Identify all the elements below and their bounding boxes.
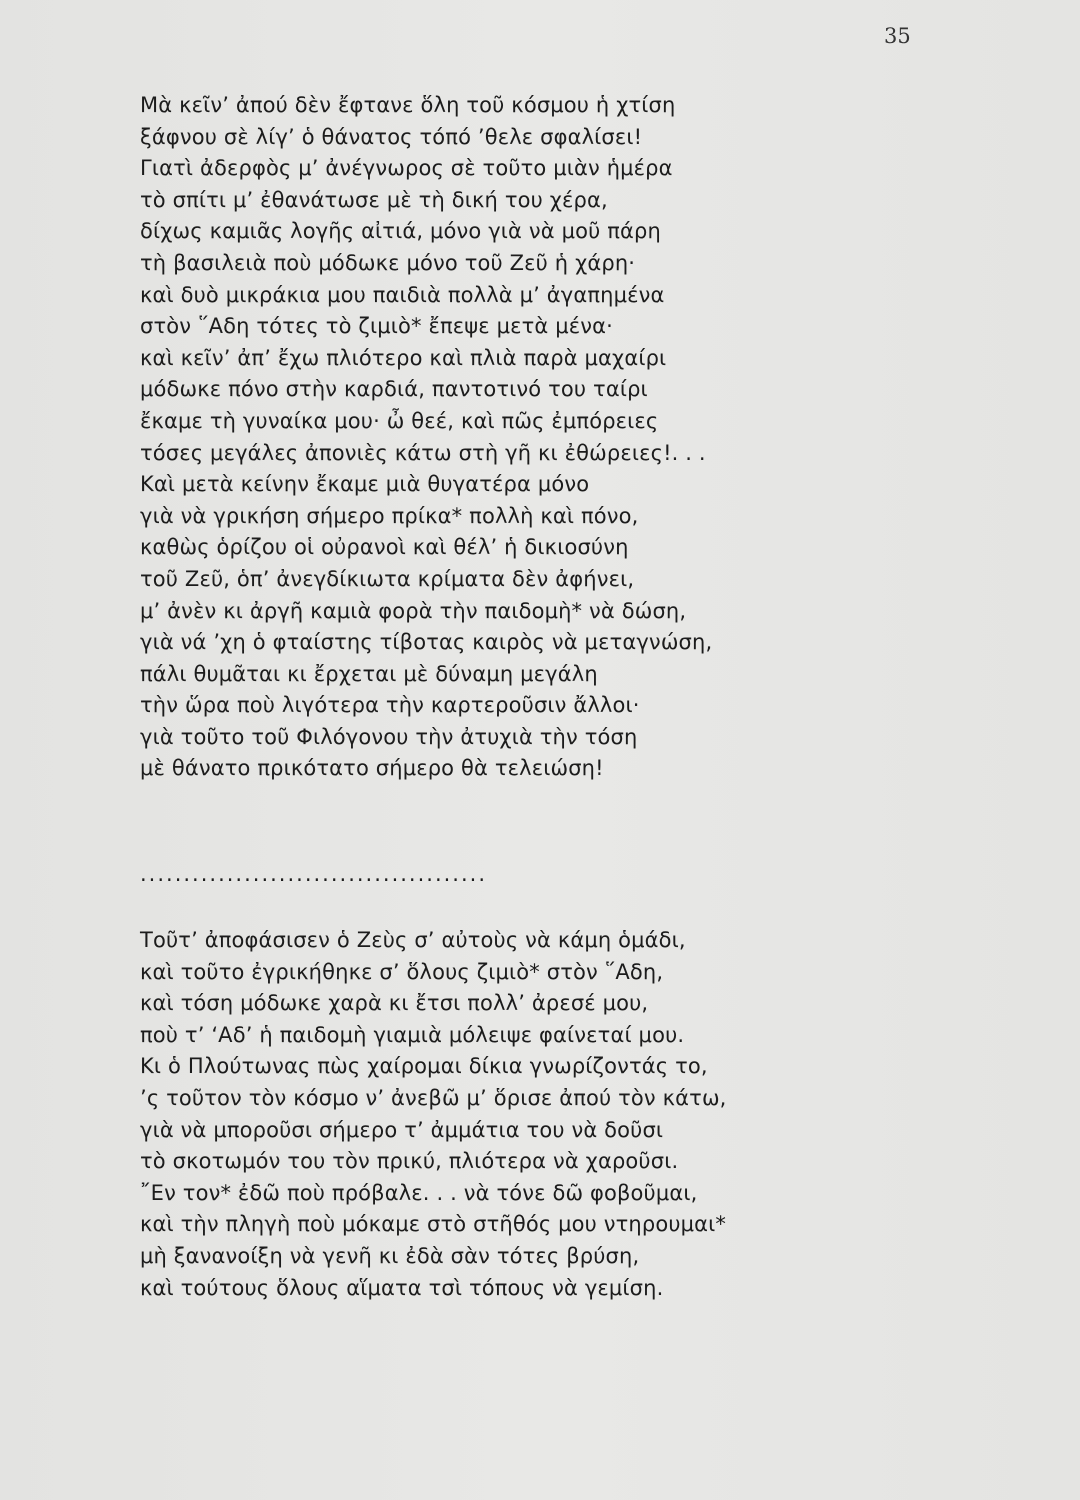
verse-line: καὶ δυὸ μικράκια μου παιδιὰ πολλὰ μ’ ἀγαπημένα xyxy=(140,282,665,307)
verse-line: καθὼς ὁρίζου οἱ οὐρανοὶ καὶ θέλ’ ἡ δικιοσύνη xyxy=(140,535,629,560)
section-separator: ........................................ xyxy=(140,862,488,886)
verse-line: ἔκαμε τὴ γυναίκα μου· ὦ θεέ, καὶ πῶς ἐμπόρειες xyxy=(140,408,659,433)
stanza-1 xyxy=(140,90,1000,785)
verse-line: γιὰ νὰ γρικήση σήμερο πρίκα* πολλὴ καὶ πόνο, xyxy=(140,503,639,528)
verse-line: ’ς τοῦτον τὸν κόσμο ν’ ἀνεβῶ μ’ ὅρισε ἀπού τὸν κάτω, xyxy=(140,1085,727,1110)
verse-line: ποὺ τ’ ‘Αδ’ ἡ παιδομὴ γιαμιὰ μόλειψε φαίνεταί μου. xyxy=(140,1022,685,1047)
page-number: 35 xyxy=(884,24,911,48)
verse-line: τόσες μεγάλες ἀπονιὲς κάτω στὴ γῆ κι ἐθώρειες!. . . xyxy=(140,440,706,465)
verse-line: τὸ σπίτι μ’ ἐθανάτωσε μὲ τὴ δική του χέρα, xyxy=(140,187,608,212)
verse-line: ξάφνου σὲ λίγ’ ὁ θάνατος τόπό ’θελε σφαλίσει! xyxy=(140,124,643,149)
verse-line: πάλι θυμᾶται κι ἔρχεται μὲ δύναμη μεγάλη xyxy=(140,661,598,686)
verse-line: Μὰ κεῖν’ ἀπού δὲν ἔφτανε ὅλη τοῦ κόσμου ἡ χτίση xyxy=(140,93,676,117)
verse-line: καὶ τὴν πληγὴ ποὺ μόκαμε στὸ στῆθός μου ντηρουμαι* xyxy=(140,1212,727,1237)
verse-line: Γιατὶ ἀδερφὸς μ’ ἀνέγνωρος σὲ τοῦτο μιὰν ἡμέρα xyxy=(140,156,673,181)
verse-line: καὶ τούτους ὅλους αἵματα τσὶ τόπους νὰ γεμίση. xyxy=(140,1275,664,1300)
verse-line: μ’ ἀνὲν κι ἀργῆ καμιὰ φορὰ τὴν παιδομὴ* νὰ δώση, xyxy=(140,598,687,623)
verse-line: γιὰ νά ’χη ὁ φταίστης τίβοτας καιρὸς νὰ μεταγνώση, xyxy=(140,630,713,655)
verse-line: τὴ βασιλειὰ ποὺ μόδωκε μόνο τοῦ Ζεῦ ἡ χάρη· xyxy=(140,250,636,275)
verse-line: Κι ὁ Πλούτωνας πὼς χαίρομαι δίκια γνωρίζοντάς το, xyxy=(140,1054,708,1079)
verse-line: καὶ κεῖν’ ἀπ’ ἔχω πλιότερο καὶ πλιὰ παρὰ μαχαίρι xyxy=(140,345,667,370)
verse-line: μὲ θάνατο πρικότατο σήμερο θὰ τελειώση! xyxy=(140,756,604,781)
verse-line: μὴ ξανανοίξη νὰ γενῆ κι ἐδὰ σὰν τότες βρύση, xyxy=(140,1243,640,1268)
verse-line: Καὶ μετὰ κείνην ἔκαμε μιὰ θυγατέρα μόνο xyxy=(140,472,590,497)
verse-line: στὸν ῞Αδη τότες τὸ ζιμιὸ* ἔπεψε μετὰ μένα· xyxy=(140,314,613,339)
verse-line: γιὰ τοῦτο τοῦ Φιλόγονου τὴν ἀτυχιὰ τὴν τόση xyxy=(140,724,638,749)
verse-line: μόδωκε πόνο στὴν καρδιά, παντοτινό του ταίρι xyxy=(140,377,648,402)
verse-line: τὴν ὥρα ποὺ λιγότερα τὴν καρτεροῦσιν ἄλλοι· xyxy=(140,693,640,718)
verse-line: γιὰ νὰ μποροῦσι σήμερο τ’ ἀμμάτια του νὰ δοῦσι xyxy=(140,1117,664,1142)
verse-line: τοῦ Ζεῦ, ὁπ’ ἀνεγδίκιωτα κρίματα δὲν ἀφήνει, xyxy=(140,566,635,591)
verse-line: ῎Εν τον* ἐδῶ ποὺ πρόβαλε. . . νὰ τόνε δῶ φοβοῦμαι, xyxy=(140,1180,698,1205)
verse-line: καὶ τόση μόδωκε χαρὰ κι ἔτσι πολλ’ ἀρεσέ μου, xyxy=(140,991,649,1016)
verse-line: τὸ σκοτωμόν του τὸν πρικύ, πλιότερα νὰ χαροῦσι. xyxy=(140,1149,679,1174)
stanza-2 xyxy=(140,925,1000,1304)
verse-line: Τοῦτ’ ἀποφάσισεν ὁ Ζεὺς σ’ αὐτοὺς νὰ κάμη ὁμάδι, xyxy=(140,928,686,952)
verse-line: καὶ τοῦτο ἐγρικήθηκε σ’ ὅλους ζιμιὸ* στὸν ῞Αδη, xyxy=(140,959,664,984)
verse-line: δίχως καμιᾶς λογῆς αἰτιά, μόνο γιὰ νὰ μοῦ πάρη xyxy=(140,219,661,244)
